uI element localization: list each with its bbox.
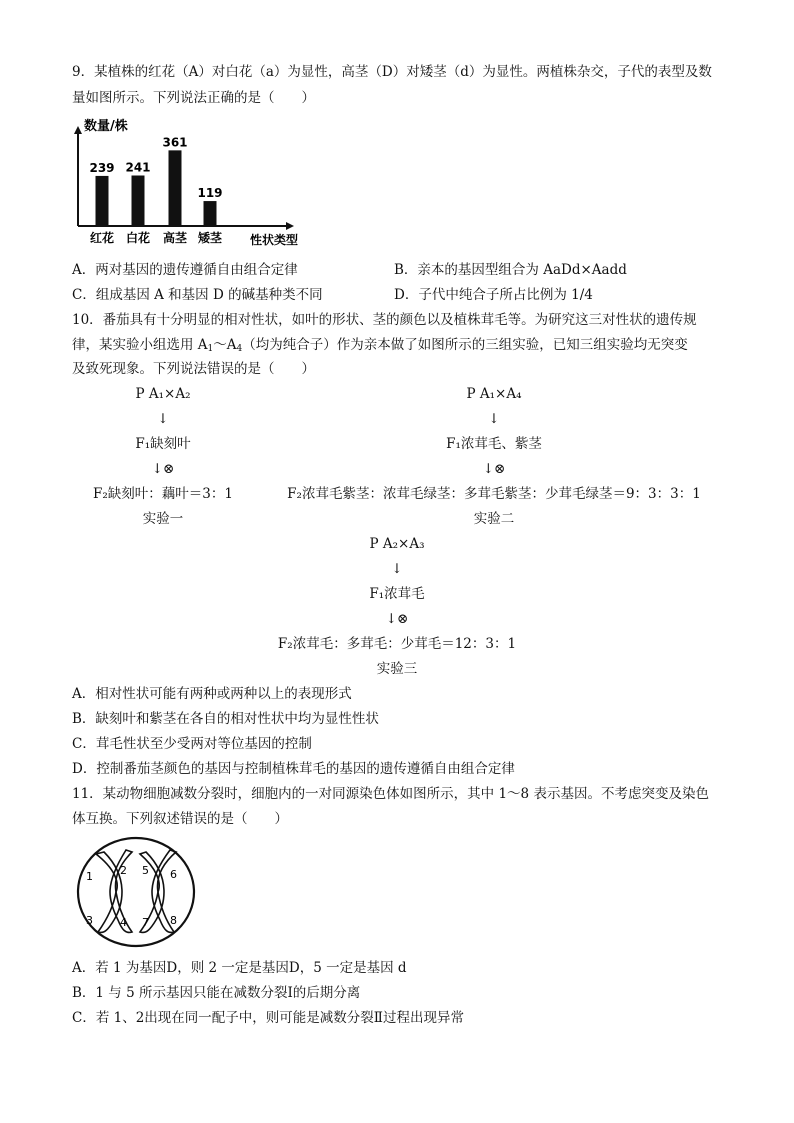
q9-option-b: B．亲本的基因型组合为 AaDd×Aadd: [394, 262, 627, 278]
q11-stem-line2: 体互换。下列叙述错误的是（ ）: [72, 811, 288, 827]
bar-value-label-1: 239: [89, 160, 115, 175]
y-axis-label: 数量/株: [84, 119, 128, 134]
q10-stem-line1: 10．番茄具有十分明显的相对性状，如叶的形状、茎的颜色以及植株茸毛等。为研究这三对性状的遗传规: [72, 312, 697, 328]
exp2-parents: P A₁×A₄: [466, 386, 522, 402]
q10-option-d: D．控制番茄茎颜色的基因与控制植株茸毛的基因的遗传遵循自由组合定律: [72, 761, 515, 777]
q9-stem-line2: 量如图所示。下列说法正确的是（ ）: [72, 90, 315, 106]
exp2-arrow: ↓: [488, 411, 500, 427]
q10-option-a: A．相对性状可能有两种或两种以上的表现形式: [72, 686, 352, 702]
q10-stem-line2: 律，某实验小组选用 $A_1\sim A_4$（均为纯合子）作为亲本做了如图所示的三组实验，已知三组实验均无突变: [72, 337, 688, 354]
exp3-parents: P A₂×A₃: [369, 536, 425, 552]
gene-label-2: 2: [120, 864, 127, 877]
exp1-label: 实验一: [142, 511, 184, 527]
gene-label-3: 3: [86, 914, 93, 927]
bar-value-label-3: 361: [162, 135, 188, 150]
category-label-1: 红花: [89, 231, 115, 245]
exp3-selfing: ↓⊗: [385, 611, 409, 627]
gene-label-4: 4: [120, 916, 127, 929]
category-label-4: 矮茎: [197, 231, 223, 245]
exp3-f2: F₂浓茸毛：多茸毛：少茸毛＝12：3：1: [277, 636, 517, 652]
exp1-parents: P A₁×A₂: [135, 386, 191, 402]
exp3-f1: F₁浓茸毛: [369, 586, 425, 602]
exp1-arrow: ↓: [157, 411, 169, 427]
gene-label-8: 8: [170, 914, 177, 927]
q10-option-c: C．茸毛性状至少受两对等位基因的控制: [72, 736, 312, 752]
gene-label-1: 1: [86, 870, 93, 883]
bar-1: [96, 176, 109, 226]
exp2-f1: F₁浓茸毛、紫茎: [446, 436, 542, 452]
exp1-f1: F₁缺刻叶: [135, 436, 191, 452]
q9-option-d: D．子代中纯合子所占比例为 1/4: [394, 287, 593, 303]
y-axis-arrow: [74, 126, 82, 134]
homologous-chromosome-diagram: [74, 834, 198, 950]
q9-bar-chart: [66, 114, 316, 254]
q10-option-b: B．缺刻叶和紫茎在各自的相对性状中均为显性性状: [72, 711, 379, 727]
bar-4: [204, 201, 217, 226]
q9-stem-line1: 9．某植株的红花（A）对白花（a）为显性，高茎（D）对矮茎（d）为显性。两植株杂交，子代的表型及数: [72, 64, 712, 80]
q9-option-a: A．两对基因的遗传遵循自由组合定律: [72, 262, 298, 278]
exp2-selfing: ↓⊗: [482, 461, 506, 477]
exp1-f2: F₂缺刻叶：藕叶＝3：1: [93, 486, 233, 502]
exp3-arrow: ↓: [391, 561, 403, 577]
q10-stem-line3: 及致死现象。下列说法错误的是（ ）: [72, 361, 315, 377]
exp2-f2: F₂浓茸毛紫茎：浓茸毛绿茎：多茸毛紫茎：少茸毛绿茎＝9：3：3：1: [287, 486, 701, 502]
gene-label-5: 5: [142, 864, 149, 877]
q11-option-c: C．若 1、2出现在同一配子中，则可能是减数分裂Ⅱ过程出现异常: [72, 1010, 464, 1026]
category-label-3: 高茎: [162, 231, 188, 245]
gene-label-6: 6: [170, 868, 177, 881]
exp1-selfing: ↓⊗: [151, 461, 175, 477]
q11-option-a: A．若 1 为基因D，则 2 一定是基因D，5 一定是基因 d: [72, 960, 407, 976]
q9-option-c: C．组成基因 A 和基因 D 的碱基种类不同: [72, 287, 323, 303]
q11-option-b: B．1 与 5 所示基因只能在减数分裂Ⅰ的后期分离: [72, 985, 361, 1001]
gene-label-7: 7: [142, 916, 149, 929]
bar-2: [132, 176, 145, 226]
category-label-2: 白花: [125, 231, 151, 245]
bar-value-label-4: 119: [197, 186, 223, 201]
q11-stem-line1: 11．某动物细胞减数分裂时，细胞内的一对同源染色体如图所示，其中 1～8 表示基因。不考虑突变及染色: [72, 786, 709, 802]
exp3-label: 实验三: [376, 661, 418, 677]
bar-3: [169, 150, 182, 226]
bar-value-label-2: 241: [125, 160, 151, 175]
x-axis-arrow: [286, 222, 294, 230]
x-axis-label: 性状类型: [250, 233, 299, 247]
exp2-label: 实验二: [473, 511, 515, 527]
